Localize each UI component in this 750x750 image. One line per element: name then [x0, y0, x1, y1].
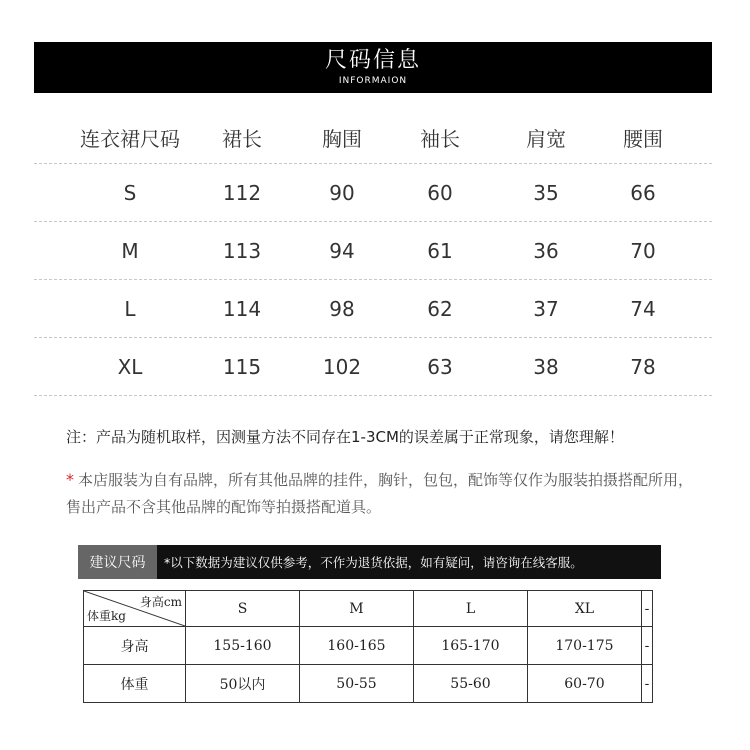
- advice-text: *以下数据为建议仅供参考，不作为退货依据，如有疑问，请咨询在线客服。: [164, 555, 583, 570]
- header-bust: 胸围: [322, 127, 362, 151]
- header-cell: L: [413, 591, 527, 627]
- size-cell: L: [124, 296, 136, 321]
- header-waist: 腰围: [623, 127, 663, 151]
- waist-cell: 70: [630, 238, 656, 263]
- value-cell: 60-70: [527, 665, 641, 703]
- shoulder-cell: 38: [533, 354, 559, 379]
- header-shoulder: 肩宽: [526, 127, 566, 151]
- table-row: [84, 627, 653, 665]
- header-size: 连衣裙尺码: [80, 127, 180, 151]
- row-label: 身高: [84, 627, 186, 665]
- header-cell: -: [641, 591, 652, 627]
- value-cell: -: [641, 665, 652, 703]
- sleeve-cell: 62: [427, 296, 453, 321]
- header-length: 裙长: [222, 127, 262, 151]
- value-cell: 160-165: [299, 627, 413, 665]
- value-cell: 170-175: [527, 627, 641, 665]
- value-cell: 155-160: [186, 627, 300, 665]
- table-row: [84, 591, 653, 627]
- banner-subtitle: INFORMAION: [338, 76, 408, 86]
- table-row: [84, 665, 653, 703]
- table-row: [34, 280, 712, 338]
- banner-title: 尺码信息: [324, 48, 421, 73]
- size-table-header: [34, 112, 712, 164]
- table-row: [34, 338, 712, 396]
- corner-height-label: 身高cm: [139, 595, 182, 609]
- sleeve-cell: 60: [427, 180, 453, 205]
- brand-note-text: 本店服装为自有品牌，所有其他品牌的挂件，胸针，包包，配饰等仅作为服装拍摄搭配所用，售出产品不含其他品牌的配饰等拍摄搭配道具。: [66, 471, 694, 516]
- corner-cell: [84, 591, 186, 627]
- value-cell: 55-60: [413, 665, 527, 703]
- size-advice-bar: [78, 545, 661, 579]
- header-sleeve: 袖长: [420, 127, 460, 151]
- size-cell: XL: [117, 354, 143, 379]
- size-cell: S: [123, 180, 137, 205]
- length-cell: 113: [222, 238, 262, 263]
- info-banner: [34, 42, 712, 93]
- bust-cell: 90: [329, 180, 355, 205]
- row-label: 体重: [84, 665, 186, 703]
- reference-table: [83, 590, 653, 703]
- sleeve-cell: 61: [427, 238, 453, 263]
- waist-cell: 78: [630, 354, 656, 379]
- brand-note: [66, 466, 706, 521]
- size-table: [34, 112, 712, 396]
- length-cell: 115: [222, 354, 262, 379]
- waist-cell: 66: [630, 180, 656, 205]
- measurement-note: 注：产品为随机取样，因测量方法不同存在1-3CM的误差属于正常现象，请您理解！: [66, 428, 624, 446]
- bust-cell: 98: [329, 296, 355, 321]
- header-cell: M: [299, 591, 413, 627]
- header-cell: S: [186, 591, 300, 627]
- bust-cell: 94: [329, 238, 355, 263]
- value-cell: 50-55: [299, 665, 413, 703]
- table-row: [34, 164, 712, 222]
- shoulder-cell: 36: [533, 238, 559, 263]
- advice-label: 建议尺码: [78, 545, 157, 579]
- size-cell: M: [121, 238, 139, 263]
- value-cell: -: [641, 627, 652, 665]
- length-cell: 114: [222, 296, 262, 321]
- table-row: [34, 222, 712, 280]
- bust-cell: 102: [322, 354, 362, 379]
- value-cell: 50以内: [186, 665, 300, 703]
- shoulder-cell: 35: [533, 180, 559, 205]
- sleeve-cell: 63: [427, 354, 453, 379]
- waist-cell: 74: [630, 296, 656, 321]
- asterisk-icon: *: [66, 470, 74, 489]
- corner-weight-label: 体重kg: [87, 609, 126, 623]
- header-cell: XL: [527, 591, 641, 627]
- length-cell: 112: [222, 180, 262, 205]
- value-cell: 165-170: [413, 627, 527, 665]
- shoulder-cell: 37: [533, 296, 559, 321]
